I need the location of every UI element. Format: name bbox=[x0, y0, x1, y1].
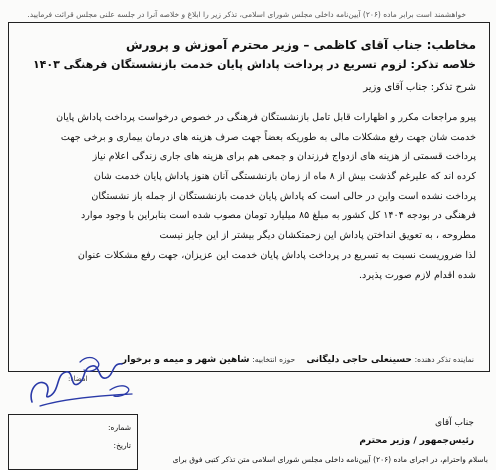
instruction-note: خواهشمند است برابر ماده (۲۰۶) آیین‌نامه داخلی مجلس شورای اسلامی، تذکر زیر را ابلاغ و خلاصه آنرا در جلسه علنی مجلس قرائت فرمایید. bbox=[27, 10, 466, 19]
sender-row bbox=[122, 355, 474, 365]
body-line: خدمت شان جهت رفع مشکلات مالی به طوریکه بعضاً جهت صرف هزینه های درمان بیماری و برخی جهت bbox=[60, 131, 476, 143]
sender-name: حسینعلی حاجی دلیگانی bbox=[306, 355, 412, 365]
addressee-heading: مخاطب: جناب آقای کاظمی – وزیر محترم آموزش و پرورش bbox=[125, 38, 476, 52]
date-label: تاریخ: bbox=[113, 441, 131, 450]
body-line: پرداخت نشده است واین در حالی است که پاداش پایان خدمت بازنشستگان از جمله باز نشستگان bbox=[91, 190, 476, 202]
body-line: پرداخت قسمتی از هزینه های ازدواج فرزندان و جمعی هم برای هزینه های جاری زندگی اعلام نیاز bbox=[92, 151, 476, 163]
registry-box bbox=[8, 414, 138, 470]
footer-text: باسلام واحترام، در اجرای ماده (۲۰۶) آیین‌نامه داخلی مجلس شورای اسلامی متن تذکر کتبی فوق برای bbox=[172, 455, 488, 464]
handwritten-signature bbox=[20, 350, 140, 410]
footer-addressee: جناب آقای bbox=[435, 418, 474, 428]
reminder-greeting: شرح تذکر: جناب آقای وزیر bbox=[363, 82, 476, 93]
body-line: مطروحه ، به تعویق انداختن پاداش این زحمتکشان دیگر بیشتر از این جایز نیست bbox=[159, 230, 476, 242]
sender-label: نماینده تذکر دهنده: bbox=[414, 355, 474, 364]
footer-title: رئیس‌جمهور / وزیر محترم bbox=[359, 436, 474, 446]
district-label: حوزه انتخابیه: bbox=[252, 355, 296, 364]
reminder-summary: خلاصه تذکر: لزوم تسریع در پرداخت پاداش پایان خدمت بازنشستگان فرهنگی ۱۴۰۳ bbox=[32, 58, 476, 71]
body-line: پیرو مراجعات مکرر و اظهارات قابل تامل بازنشستگان فرهنگی در خصوص درخواست پرداخت پاداش پایان bbox=[56, 112, 476, 123]
number-label: شماره: bbox=[108, 423, 131, 432]
signature-label: امضاء: bbox=[68, 375, 88, 383]
body-line: فرهنگی در بودجه ۱۴۰۴ کل کشور به مبلغ ۸۵ میلیارد تومان مصوب شده است بنابراین با وجود موارد bbox=[81, 210, 476, 222]
reminder-body bbox=[24, 108, 476, 285]
district-name: شاهین شهر و میمه و برخوار bbox=[121, 355, 250, 365]
body-line: لذا ضروریست نسبت به تسریع در پرداخت پاداش پایان خدمت این عزیزان، جهت رفع مشکلات عنوان bbox=[77, 249, 476, 261]
body-line: شده اقدام لازم صورت پذیرد. bbox=[359, 269, 476, 281]
body-line: کرده اند که علیرغم گذشت بیش از ۸ ماه از زمان بازنشستگی آنان هنوز پاداش پایان خدمت شان bbox=[93, 171, 476, 183]
